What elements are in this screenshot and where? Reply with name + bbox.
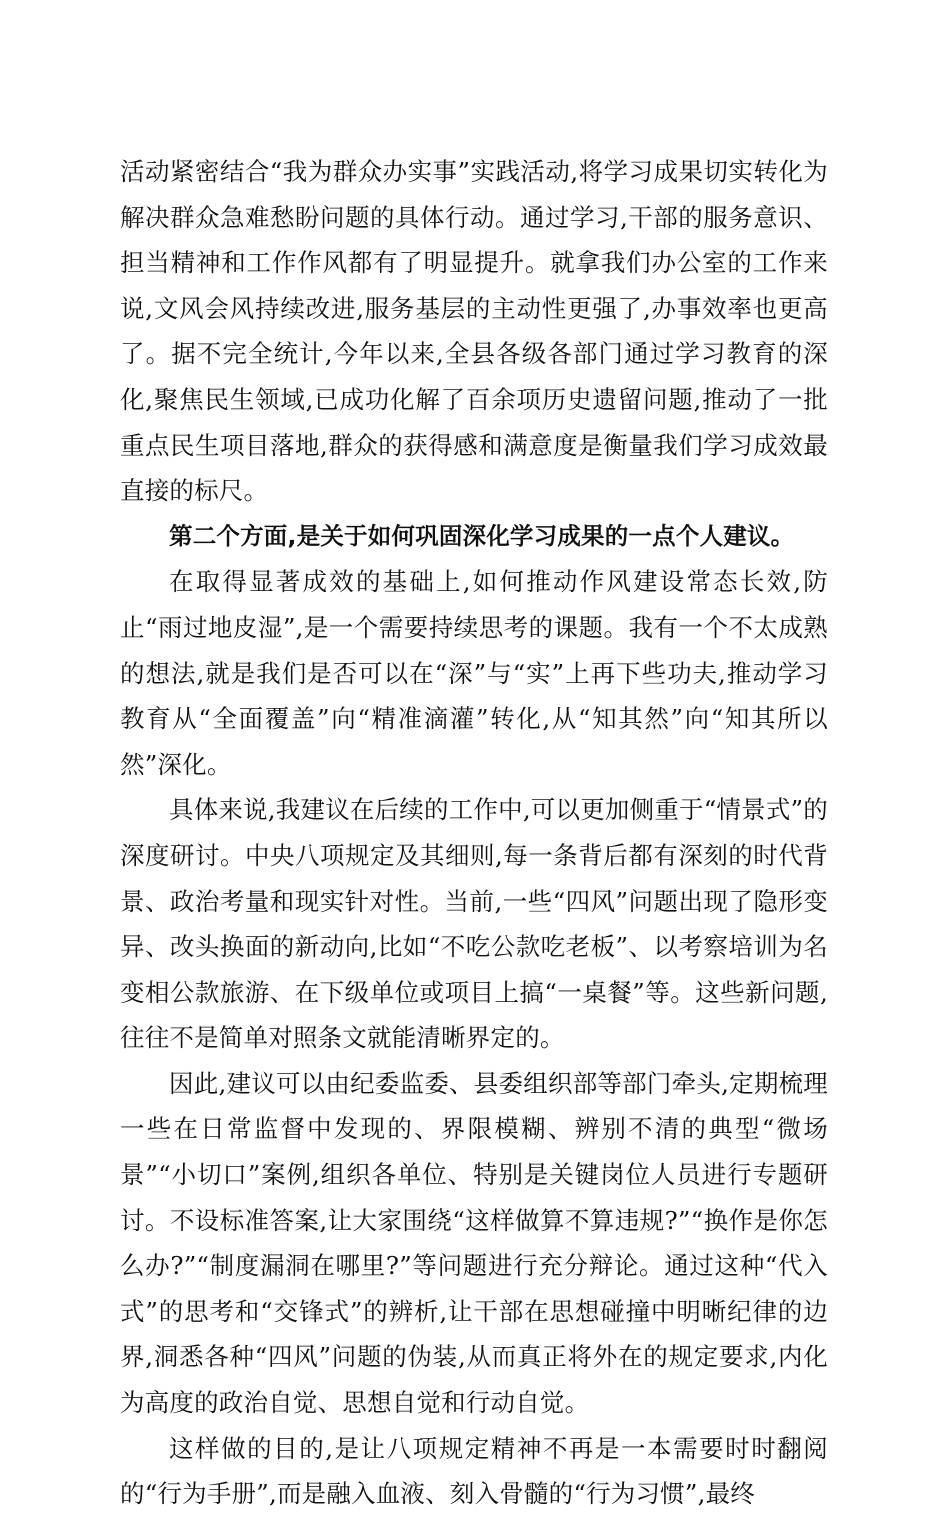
document-page — [120, 149, 828, 1517]
paragraph-intro: 在取得显著成效的基础上,如何推动作风建设常态长效,防止“雨过地皮湿”,是一个需要持续思考的课题。我有一个不太成熟的想法,就是我们是否可以在“深”与“实”上再下些功夫,推动学习教育从“全面覆盖”向“精准滴灌”转化,从“知其然”向“知其所以然”深化。 — [120, 567, 828, 779]
paragraph-results: 活动紧密结合“我为群众办实事”实践活动,将学习成果切实转化为解决群众急难愁盼问题的具体行动。通过学习,干部的服务意识、担当精神和工作作风都有了明显提升。就拿我们办公室的工作来说,文风会风持续改进,服务基层的主动性更强了,办事效率也更高了。据不完全统计,今年以来,全县各级各部门通过学习教育的深化,聚焦民生领域,已成功化解了百余项历史遗留问题,推动了一批重点民生项目落地,群众的获得感和满意度是衡量我们学习成效最直接的标尺。 — [120, 157, 828, 506]
paragraph-purpose: 这样做的目的,是让八项规定精神不再是一本需要时时翻阅的“行为手册”,而是融入血液、刻入骨髓的“行为习惯”,最终 — [120, 1433, 828, 1509]
paragraph-case-discussion: 因此,建议可以由纪委监委、县委组织部等部门牵头,定期梳理一些在日常监督中发现的、界限模糊、辨别不清的典型“微场景”“小切口”案例,组织各单位、特别是关键岗位人员进行专题研讨。不设标准答案,让大家围绕“这样做算不算违规?”“换作是你怎么办?”“制度漏洞在哪里?”等问题进行充分辩论。通过这种“代入式”的思考和“交锋式”的辨析,让干部在思想碰撞中明晰纪律的边界,洞悉各种“四风”问题的伪装,从而真正将外在的规定要求,内化为高度的政治自觉、思想自觉和行动自觉。 — [120, 1068, 828, 1418]
section-heading-suggestion: 第二个方面,是关于如何巩固深化学习成果的一点个人建议。 — [169, 521, 795, 550]
paragraph-scenario-study: 具体来说,我建议在后续的工作中,可以更加侧重于“情景式”的深度研讨。中央八项规定及其细则,每一条背后都有深刻的时代背景、政治考量和现实针对性。当前,一些“四风”问题出现了隐形变异、改头换面的新动向,比如“不吃公款吃老板”、以考察培训为名变相公款旅游、在下级单位或项目上搞“一桌餐”等。这些新问题,往往不是简单对照条文就能清晰界定的。 — [120, 795, 828, 1053]
